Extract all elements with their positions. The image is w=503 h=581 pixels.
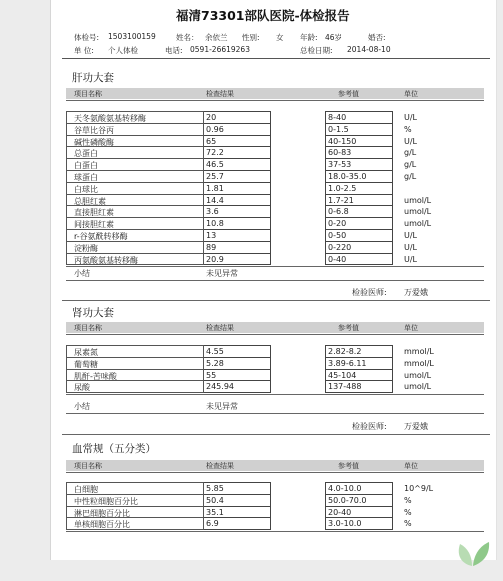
section-title: 肾功大套 bbox=[72, 307, 114, 319]
table-header bbox=[66, 460, 484, 471]
doctor-label: 检验医师: bbox=[352, 422, 387, 431]
ref-cell-box bbox=[325, 517, 393, 530]
cell-ref: 4.0-10.0 bbox=[328, 484, 362, 493]
marital-label: 婚否: bbox=[368, 33, 386, 42]
doctor-label: 检验医师: bbox=[352, 288, 387, 297]
sex-label: 性别: bbox=[242, 33, 260, 42]
summary-value: 未见异常 bbox=[206, 269, 238, 278]
cell-name: 球蛋白 bbox=[74, 173, 98, 182]
cell-name: 天冬氨酸氨基转移酶 bbox=[74, 114, 146, 123]
cell-ref: 8-40 bbox=[328, 113, 347, 122]
cell-unit: U/L bbox=[404, 136, 418, 146]
cell-ref: 1.7-21 bbox=[328, 195, 354, 205]
header-item: 项目名称 bbox=[74, 90, 102, 98]
cell-result: 14.4 bbox=[206, 195, 224, 205]
cell-result: 1.81 bbox=[206, 183, 224, 193]
cell-unit: % bbox=[404, 124, 412, 134]
cell-name: 间接胆红素 bbox=[74, 220, 114, 230]
cell-result: 10.8 bbox=[206, 219, 224, 229]
header-rule bbox=[66, 472, 484, 473]
cell-ref: 0-50 bbox=[328, 231, 347, 240]
cell-unit: U/L bbox=[404, 254, 418, 264]
cell-result: 4.55 bbox=[206, 347, 224, 356]
summary-rule bbox=[66, 280, 484, 281]
leaf-logo-icon bbox=[452, 534, 492, 568]
cell-ref: 50.0-70.0 bbox=[328, 495, 367, 505]
cell-unit: 10^9/L bbox=[404, 484, 434, 493]
exam-date-value: 2014-08-10 bbox=[347, 45, 391, 54]
cell-ref: 40-150 bbox=[328, 136, 357, 146]
cell-result: 46.5 bbox=[206, 160, 224, 170]
doctor-name: 万爱娥 bbox=[404, 422, 428, 431]
result-cell-box bbox=[203, 517, 271, 530]
cell-name: 肌酐-苦味酸 bbox=[74, 371, 117, 381]
header-result: 检查结果 bbox=[206, 462, 234, 470]
summary-label: 小结 bbox=[74, 269, 90, 278]
cell-unit: umol/L bbox=[404, 207, 432, 217]
cell-result: 0.96 bbox=[206, 124, 224, 134]
header-result: 检查结果 bbox=[206, 324, 234, 332]
section-end-rule bbox=[62, 434, 490, 435]
cell-unit: umol/L bbox=[404, 219, 432, 229]
header-item: 项目名称 bbox=[74, 324, 102, 332]
exam-id-value: 1503100159 bbox=[108, 32, 156, 41]
cell-unit: % bbox=[404, 519, 412, 529]
cell-result: 50.4 bbox=[206, 495, 224, 505]
cell-unit: U/L bbox=[404, 242, 418, 252]
cell-unit: U/L bbox=[404, 231, 418, 240]
header-unit: 单位 bbox=[404, 462, 418, 470]
cell-result: 5.28 bbox=[206, 358, 224, 368]
header-unit: 单位 bbox=[404, 324, 418, 332]
cell-unit: g/L bbox=[404, 160, 417, 170]
cell-ref: 137-488 bbox=[328, 382, 362, 392]
cell-ref: 0-6.8 bbox=[328, 207, 349, 217]
ref-cell-box bbox=[325, 380, 393, 393]
cell-unit: g/L bbox=[404, 148, 417, 158]
cell-name: 直接胆红素 bbox=[74, 208, 114, 218]
header-item: 项目名称 bbox=[74, 462, 102, 470]
cell-name: 尿酸 bbox=[74, 383, 90, 393]
cell-unit: umol/L bbox=[404, 382, 432, 392]
cell-name: 碱性磷酸酶 bbox=[74, 137, 114, 147]
cell-name: 淀粉酶 bbox=[74, 243, 98, 253]
section-end-rule bbox=[62, 300, 490, 301]
cell-result: 3.6 bbox=[206, 207, 219, 217]
cell-ref: 37-53 bbox=[328, 160, 352, 170]
cell-unit: umol/L bbox=[404, 195, 432, 205]
cell-name: 丙氨酸氨基转移酶 bbox=[74, 255, 138, 265]
phone-value: 0591-26619263 bbox=[190, 45, 250, 54]
cell-name: 谷草比谷丙 bbox=[74, 125, 114, 135]
cell-name: 单核细胞百分比 bbox=[74, 520, 130, 530]
cell-ref: 3.89-6.11 bbox=[328, 358, 367, 368]
result-cell-box bbox=[203, 380, 271, 393]
cell-result: 5.85 bbox=[206, 484, 224, 493]
cell-result: 13 bbox=[206, 231, 217, 240]
cell-result: 20 bbox=[206, 113, 217, 122]
summary-rule bbox=[66, 413, 484, 414]
cell-ref: 2.82-8.2 bbox=[328, 347, 362, 356]
ref-cell-box bbox=[325, 253, 393, 266]
phone-label: 电话: bbox=[165, 46, 183, 55]
cell-name: 葡萄糖 bbox=[74, 359, 98, 369]
cell-result: 245.94 bbox=[206, 382, 234, 392]
cell-result: 20.9 bbox=[206, 254, 224, 264]
exam-date-label: 总检日期: bbox=[300, 46, 333, 55]
cell-name: 淋巴细胞百分比 bbox=[74, 508, 130, 518]
cell-ref: 0-220 bbox=[328, 242, 352, 252]
cell-unit: umol/L bbox=[404, 370, 432, 380]
cell-name: r-谷氨酰转移酶 bbox=[74, 232, 128, 241]
cell-name: 白细胞 bbox=[74, 485, 98, 494]
table-header bbox=[66, 322, 484, 333]
table-bottom-rule bbox=[66, 394, 484, 395]
header-result: 检查结果 bbox=[206, 90, 234, 98]
summary-value: 未见异常 bbox=[206, 402, 238, 411]
report-title: 福清73301部队医院-体检报告 bbox=[176, 8, 350, 23]
name-cell-box bbox=[66, 517, 204, 530]
cell-unit: U/L bbox=[404, 113, 418, 122]
cell-result: 72.2 bbox=[206, 148, 224, 158]
cell-result: 6.9 bbox=[206, 519, 219, 529]
cell-name: 总胆红素 bbox=[74, 196, 106, 206]
name-cell-box bbox=[66, 380, 204, 393]
cell-name: 白蛋白 bbox=[74, 161, 98, 171]
cell-unit: g/L bbox=[404, 172, 417, 181]
exam-id-label: 体检号: bbox=[74, 33, 100, 42]
section-title: 血常规（五分类） bbox=[72, 443, 156, 455]
table-header bbox=[66, 88, 484, 99]
header-rule bbox=[66, 334, 484, 335]
header-rule bbox=[66, 100, 484, 101]
name-value: 余依兰 bbox=[205, 33, 228, 42]
doctor-name: 万爱娥 bbox=[404, 288, 428, 297]
unit-value: 个人体检 bbox=[108, 46, 138, 55]
header-ref: 参考值 bbox=[338, 462, 359, 470]
cell-unit: mmol/L bbox=[404, 347, 434, 356]
cell-ref: 0-40 bbox=[328, 254, 347, 264]
header-unit: 单位 bbox=[404, 90, 418, 98]
section-title: 肝功大套 bbox=[72, 72, 114, 84]
cell-ref: 0-1.5 bbox=[328, 124, 349, 134]
cell-result: 25.7 bbox=[206, 172, 224, 181]
summary-label: 小结 bbox=[74, 402, 90, 411]
cell-result: 65 bbox=[206, 136, 217, 146]
table-bottom-rule bbox=[66, 266, 484, 267]
sex-value: 女 bbox=[276, 33, 284, 42]
header-ref: 参考值 bbox=[338, 324, 359, 332]
cell-ref: 20-40 bbox=[328, 507, 352, 517]
cell-result: 35.1 bbox=[206, 507, 224, 517]
cell-result: 89 bbox=[206, 242, 217, 252]
unit-label: 单 位: bbox=[74, 46, 94, 55]
cell-ref: 3.0-10.0 bbox=[328, 519, 362, 529]
cell-unit: % bbox=[404, 507, 412, 517]
cell-unit: % bbox=[404, 495, 412, 505]
cell-name: 白球比 bbox=[74, 184, 98, 194]
cell-name: 总蛋白 bbox=[74, 149, 98, 159]
cell-name: 中性粒细胞百分比 bbox=[74, 496, 138, 506]
cell-ref: 1.0-2.5 bbox=[328, 183, 357, 193]
cell-result: 55 bbox=[206, 370, 217, 380]
age-label: 年龄: bbox=[300, 33, 318, 42]
cell-ref: 0-20 bbox=[328, 219, 347, 229]
cell-unit: mmol/L bbox=[404, 358, 434, 368]
cell-name: 尿素氮 bbox=[74, 348, 98, 357]
header-ref: 参考值 bbox=[338, 90, 359, 98]
result-cell-box bbox=[203, 253, 271, 266]
cell-ref: 60-83 bbox=[328, 148, 352, 158]
cell-ref: 18.0-35.0 bbox=[328, 172, 367, 181]
cell-ref: 45-104 bbox=[328, 370, 357, 380]
header-divider bbox=[62, 58, 490, 59]
name-label: 姓名： bbox=[176, 33, 199, 42]
table-bottom-rule bbox=[66, 531, 484, 532]
age-value: 46岁 bbox=[325, 33, 343, 42]
name-cell-box bbox=[66, 253, 204, 266]
